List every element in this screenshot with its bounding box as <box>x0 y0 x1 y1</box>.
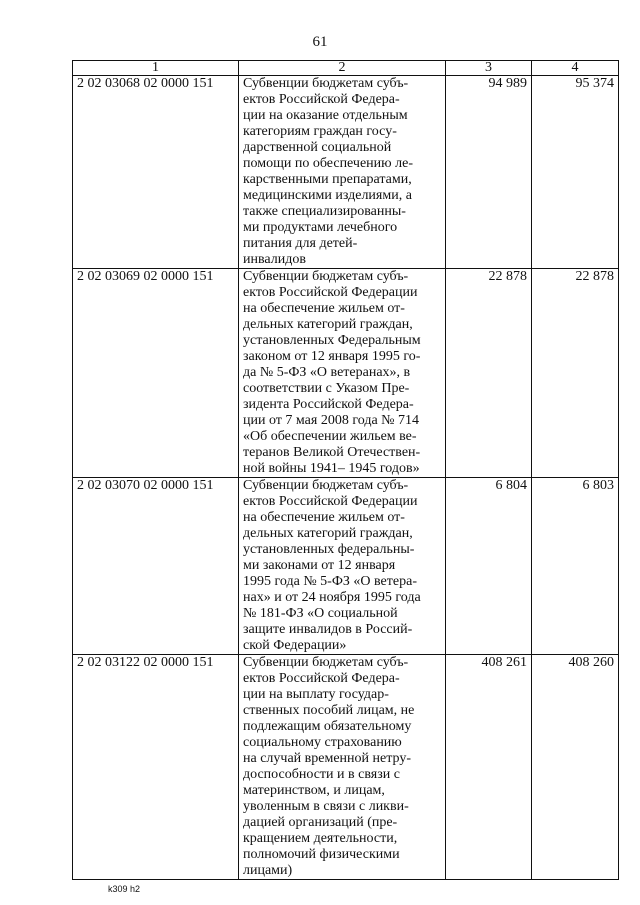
description-line: зидента Российской Федера- <box>243 397 414 412</box>
budget-code: 2 02 03068 02 0000 151 <box>73 76 239 269</box>
table-row <box>73 269 619 478</box>
amount-column-4: 22 878 <box>532 269 619 478</box>
description-line: установленных федеральны- <box>243 542 415 557</box>
description-line: да № 5-ФЗ «О ветеранах», в <box>243 365 411 380</box>
budget-code: 2 02 03070 02 0000 151 <box>73 478 239 655</box>
description-line: кращением деятельности, <box>243 831 398 846</box>
footer-code: k309 h2 <box>108 884 141 894</box>
description-line: Субвенции бюджетам субъ- <box>243 269 409 284</box>
description-line: ции на оказание отдельным <box>243 108 408 123</box>
description-line: ции на выплату государ- <box>243 687 389 702</box>
budget-table <box>72 60 619 880</box>
description-line: теранов Великой Отечествен- <box>243 445 421 460</box>
table-row <box>73 655 619 880</box>
description-line: ственных пособий лицам, не <box>243 703 415 718</box>
description-line: питания для детей- <box>243 236 358 251</box>
description-line: уволенным в связи с ликви- <box>243 799 409 814</box>
description-line: дельных категорий граждан, <box>243 317 413 332</box>
description-line: защите инвалидов в Россий- <box>243 622 413 637</box>
description-line: социальному страхованию <box>243 735 402 750</box>
description-line: ции от 7 мая 2008 года № 714 <box>243 413 420 428</box>
description-line: доспособности и в связи с <box>243 767 400 782</box>
column-header-4: 4 <box>532 61 619 76</box>
amount-column-3: 6 804 <box>446 478 532 655</box>
page-number: 61 <box>312 34 328 50</box>
description-line: дельных категорий граждан, <box>243 526 413 541</box>
amount-column-3: 94 989 <box>446 76 532 269</box>
budget-description <box>239 269 446 478</box>
description-line: установленных Федеральным <box>243 333 421 348</box>
description-line: ми продуктами лечебного <box>243 220 398 235</box>
column-header-1: 1 <box>73 61 239 76</box>
description-line: 1995 года № 5-ФЗ «О ветера- <box>243 574 417 589</box>
description-line: № 181-ФЗ «О социальной <box>243 606 398 621</box>
description-line: лицами) <box>243 863 293 878</box>
table-row <box>73 478 619 655</box>
amount-column-3: 408 261 <box>446 655 532 880</box>
table-row <box>73 76 619 269</box>
description-line: на обеспечение жильем от- <box>243 301 405 316</box>
description-line: медицинскими изделиями, а <box>243 188 412 203</box>
header-row <box>73 61 619 76</box>
description-line: инвалидов <box>243 252 306 267</box>
description-line: полномочий физическими <box>243 847 400 862</box>
description-line: дарственной социальной <box>243 140 392 155</box>
description-line: категориям граждан госу- <box>243 124 397 139</box>
budget-description <box>239 655 446 880</box>
description-line: «Об обеспечении жильем ве- <box>243 429 417 444</box>
column-header-2: 2 <box>239 61 446 76</box>
budget-code: 2 02 03069 02 0000 151 <box>73 269 239 478</box>
budget-description <box>239 478 446 655</box>
description-line: дацией организаций (пре- <box>243 815 398 830</box>
description-line: ектов Российской Федера- <box>243 671 400 686</box>
description-line: нах» и от 24 ноября 1995 года <box>243 590 421 605</box>
column-header-3: 3 <box>446 61 532 76</box>
description-line: ектов Российской Федерации <box>243 494 418 509</box>
description-line: ной войны 1941– 1945 годов» <box>243 461 420 476</box>
amount-column-3: 22 878 <box>446 269 532 478</box>
description-line: Субвенции бюджетам субъ- <box>243 76 409 91</box>
description-line: также специализированны- <box>243 204 406 219</box>
amount-column-4: 6 803 <box>532 478 619 655</box>
description-line: соответствии с Указом Пре- <box>243 381 410 396</box>
description-line: ектов Российской Федера- <box>243 92 400 107</box>
description-line: ми законами от 12 января <box>243 558 396 573</box>
description-line: на обеспечение жильем от- <box>243 510 405 525</box>
description-line: ской Федерации» <box>243 638 347 653</box>
description-line: подлежащим обязательному <box>243 719 412 734</box>
description-line: законом от 12 января 1995 го- <box>243 349 421 364</box>
description-line: на случай временной нетру- <box>243 751 411 766</box>
description-line: помощи по обеспечению ле- <box>243 156 413 171</box>
description-line: Субвенции бюджетам субъ- <box>243 478 409 493</box>
description-line: ектов Российской Федерации <box>243 285 418 300</box>
description-line: карственными препаратами, <box>243 172 412 187</box>
description-line: материнством, и лицам, <box>243 783 385 798</box>
budget-code: 2 02 03122 02 0000 151 <box>73 655 239 880</box>
description-line: Субвенции бюджетам субъ- <box>243 655 409 670</box>
amount-column-4: 408 260 <box>532 655 619 880</box>
amount-column-4: 95 374 <box>532 76 619 269</box>
budget-description <box>239 76 446 269</box>
